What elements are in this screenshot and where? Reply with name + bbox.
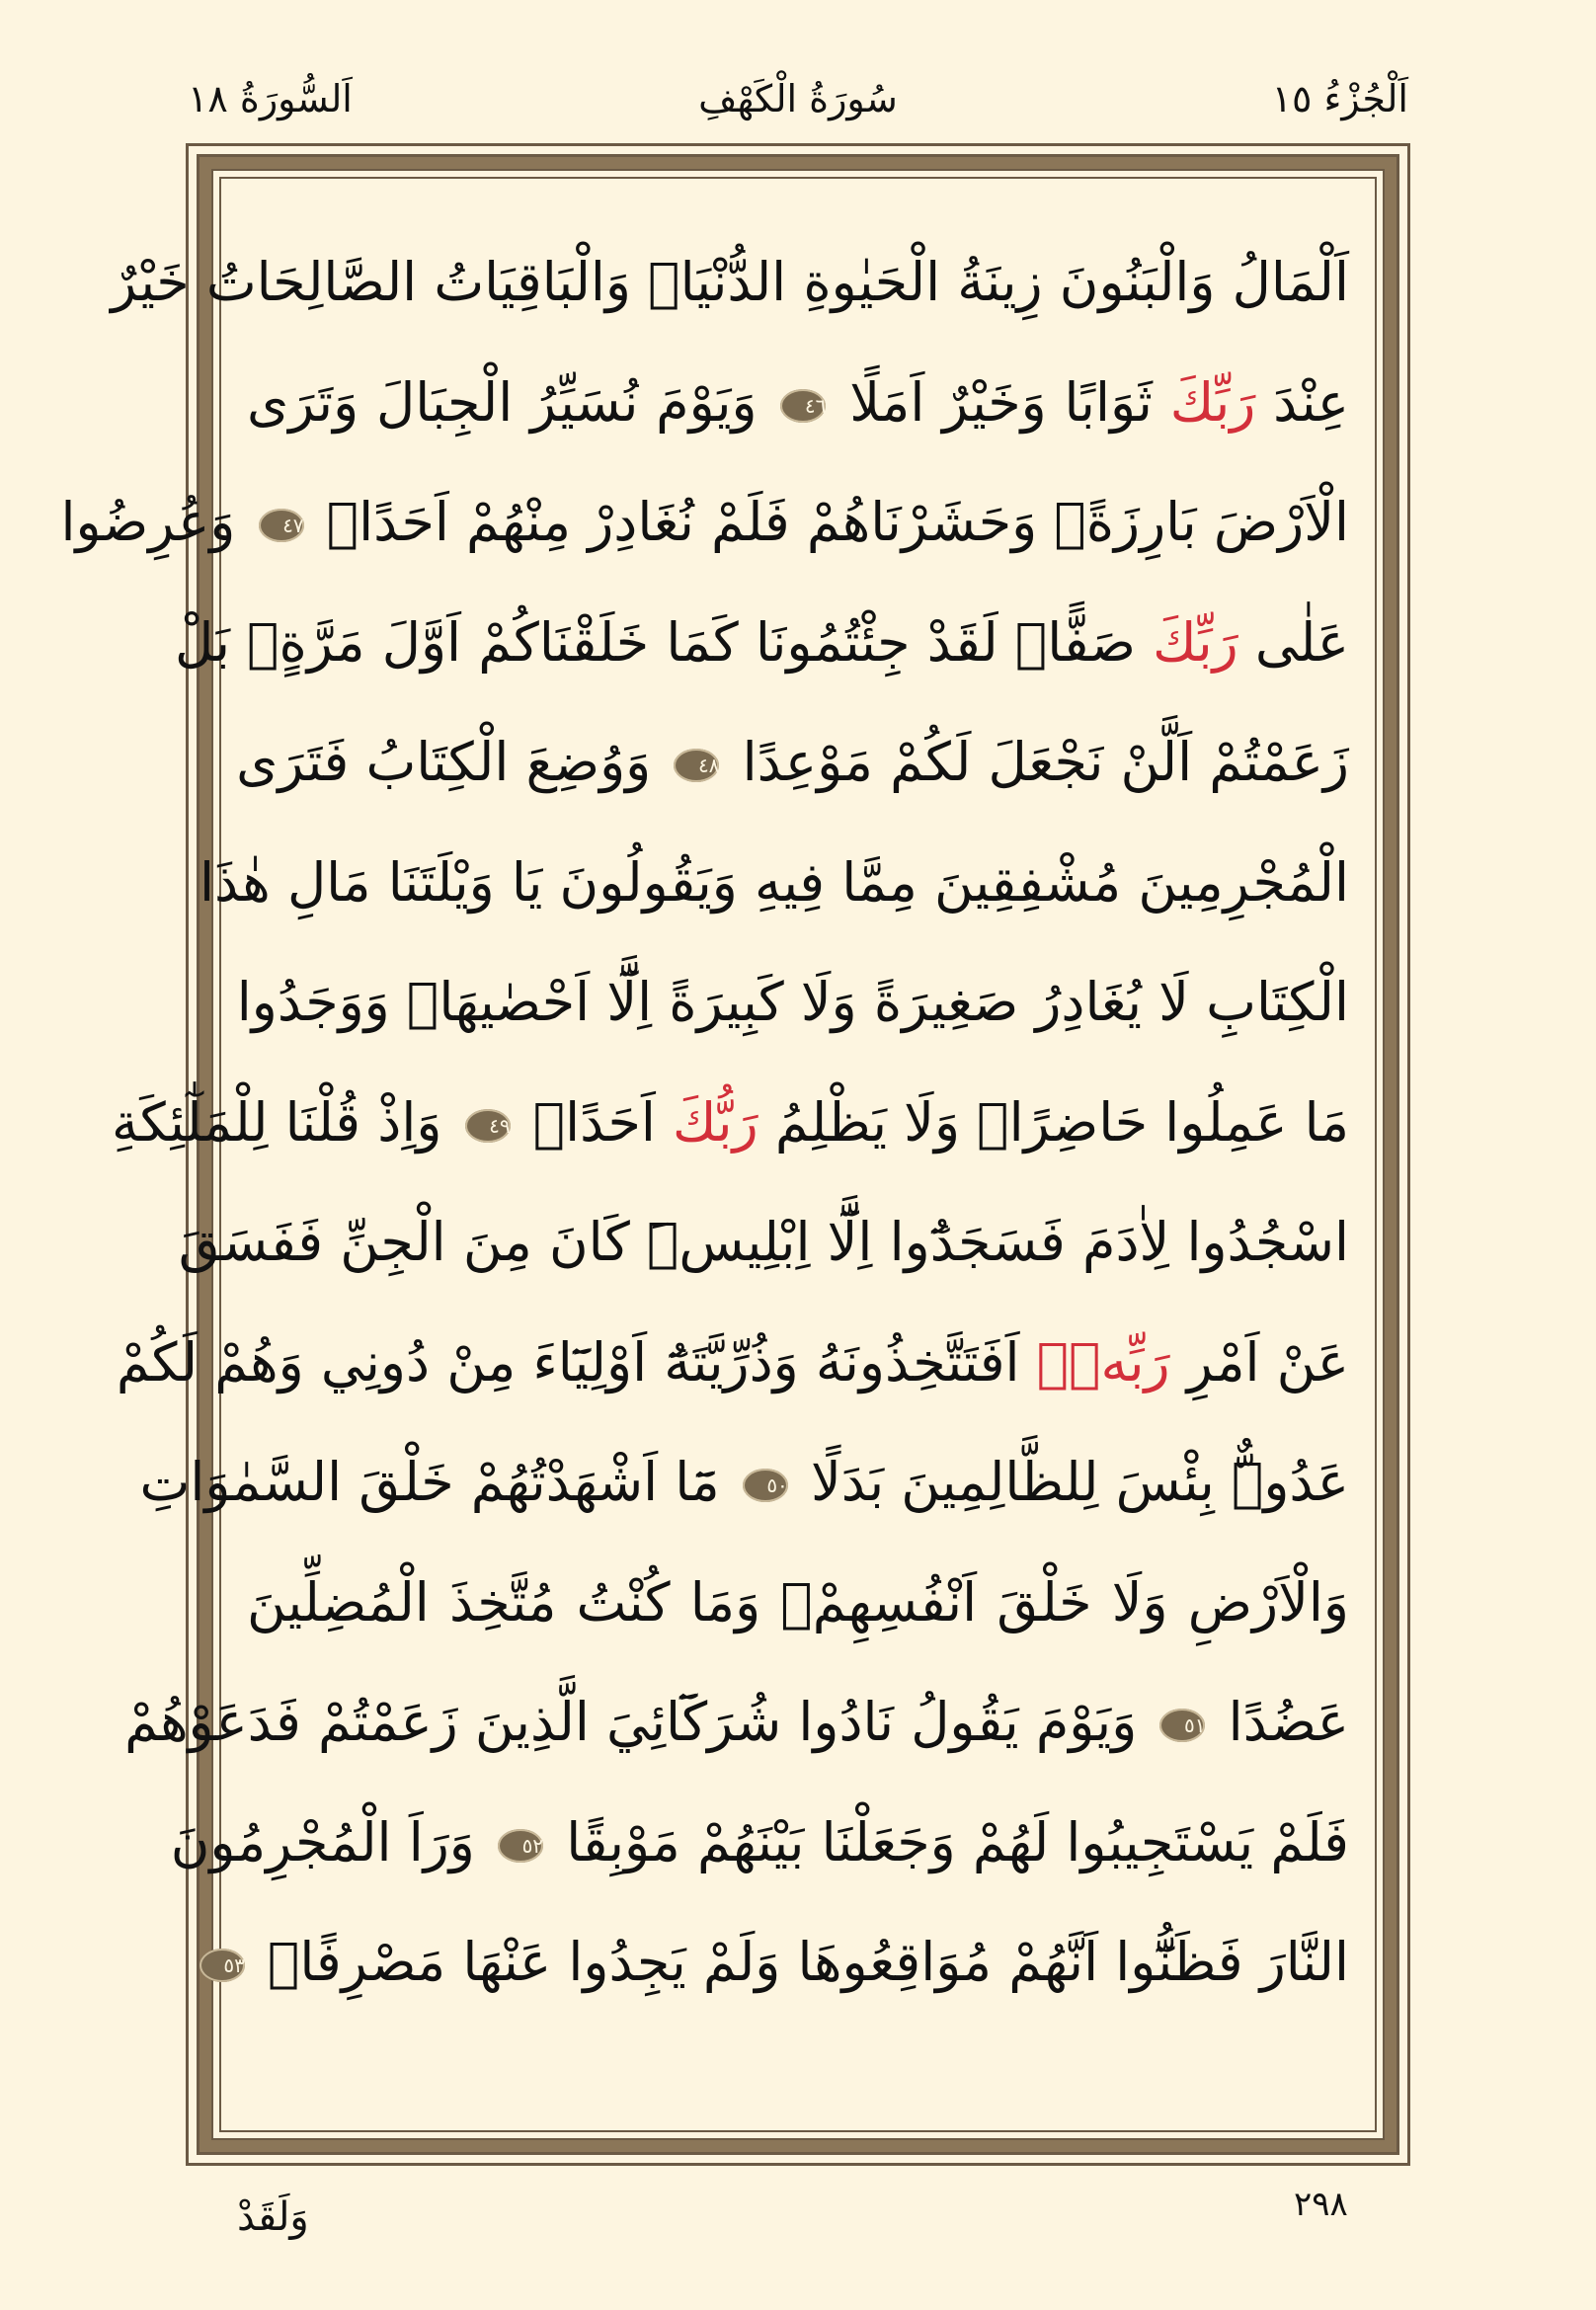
verse-text: صَفًّاۜ لَقَدْ جِئْتُمُونَا كَمَا خَلَقْنَاكُمْ اَوَّلَ مَرَّةٍۘ بَلْ: [175, 610, 1154, 674]
ayah-number-marker: ٤٧: [259, 509, 304, 542]
quran-text-block: [60, 222, 1349, 2023]
verse-line: [139, 1422, 1349, 1543]
verse-text: وَيَوْمَ نُسَيِّرُ الْجِبَالَ وَتَرَى: [247, 370, 775, 434]
verse-text: وَعُرِضُوا: [60, 491, 253, 553]
highlighted-word: رَبِّكَ: [1153, 610, 1238, 674]
ayah-number-marker: ٥٠: [743, 1469, 788, 1502]
verse-line: [124, 1662, 1349, 1783]
verse-text: عَدُوٌّۜ بِئْسَ لِلظَّالِمِينَ بَدَلًا: [793, 1451, 1349, 1513]
verse-line: [236, 702, 1349, 823]
catchword: وَلَقَدْ: [237, 2194, 309, 2240]
verse-text: اَلْمَالُ وَالْبَنُونَ زِينَةُ الْحَيٰوةِ الدُّنْيَاۚ وَالْبَاقِيَاتُ الصَّالِحَاتُ خَيْرٌ: [111, 251, 1349, 313]
verse-text: اَفَتَتَّخِذُونَهُ وَذُرِّيَّتَهُٓ اَوْلِيَٓاءَ مِنْ دُونِي وَهُمْ لَكُمْ: [116, 1330, 1037, 1394]
ayah-number-marker: ٤٨: [674, 749, 719, 782]
highlighted-word: رَبِّهٖۜ: [1036, 1330, 1170, 1394]
verse-line: [178, 1182, 1349, 1303]
page-header: [188, 69, 1408, 128]
ayah-number-marker: ٥١: [1159, 1709, 1205, 1742]
verse-text: وَيَوْمَ يَقُولُ نَادُوا شُرَكَٓائِيَ الَّذِينَ زَعَمْتُمْ فَدَعَوْهُمْ: [124, 1691, 1155, 1753]
verse-text: وَاِذْ قُلْنَا لِلْمَلٰٓئِكَةِ: [112, 1090, 459, 1154]
verse-text: ثَوَابًا وَخَيْرٌ اَمَلًا: [832, 370, 1170, 434]
verse-text: عَلٰى: [1237, 610, 1349, 674]
verse-line: [60, 462, 1349, 583]
verse-text: زَعَمْتُمْ اَلَّنْ نَجْعَلَ لَكُمْ مَوْعِدًا: [725, 731, 1349, 793]
verse-line: [199, 823, 1349, 943]
verse-text: عَنْ اَمْرِ: [1169, 1330, 1349, 1394]
verse-line: [247, 343, 1349, 463]
verse-line: [223, 1902, 1349, 2023]
ayah-number-marker: ٥٣: [200, 1949, 245, 1982]
verse-text: الْاَرْضَ بَارِزَةًۙ وَحَشَرْنَاهُمْ فَلَمْ نُغَادِرْ مِنْهُمْ اَحَدًاۚ: [309, 491, 1349, 553]
verse-text: وَرَاَ الْمُجْرِمُونَ: [170, 1810, 493, 1873]
verse-text: الْكِتَابِ لَا يُغَادِرُ صَغِيرَةً وَلَا كَبِيرَةً اِلَّٓا اَحْصٰيهَاۚ وَوَجَدُوا: [236, 971, 1349, 1033]
verse-text: وَوُضِعَ الْكِتَابُ فَتَرَى: [236, 731, 669, 793]
verse-text: اسْجُدُوا لِاٰدَمَ فَسَجَدُٓوا اِلَّٓا اِبْلِيسَۜ كَانَ مِنَ الْجِنِّ فَفَسَقَ: [178, 1211, 1349, 1273]
verse-text: النَّارَ فَظَنُّٓوا اَنَّهُمْ مُوَاقِعُوهَا وَلَمْ يَجِدُوا عَنْهَا مَصْرِفًاࣖ: [250, 1931, 1349, 1993]
ayah-number-marker: ٥٢: [498, 1829, 543, 1863]
verse-line: [112, 1063, 1349, 1183]
verse-line: [170, 1783, 1349, 1903]
verse-line: [175, 583, 1349, 703]
surah-number-label: اَلسُّورَةُ ١٨: [188, 77, 353, 120]
verse-line: [247, 1543, 1349, 1663]
ayah-number-marker: ٤٩: [465, 1109, 511, 1143]
highlighted-word: رَبُّكَ: [673, 1090, 758, 1154]
verse-text: مَا عَمِلُوا حَاضِرًاۜ وَلَا يَظْلِمُ: [758, 1090, 1349, 1154]
verse-text: مَٓا اَشْهَدْتُهُمْ خَلْقَ السَّمٰوَاتِ: [139, 1451, 737, 1513]
verse-text: اَحَدًاࣖ: [516, 1090, 674, 1154]
juz-label: اَلْجُزْءُ ١٥: [1271, 77, 1408, 120]
verse-text: الْمُجْرِمِينَ مُشْفِقِينَ مِمَّا فِيهِ وَيَقُولُونَ يَا وَيْلَتَنَا مَالِ هٰذَا: [199, 850, 1349, 914]
highlighted-word: رَبِّكَ: [1169, 370, 1256, 434]
verse-text: وَالْاَرْضِ وَلَا خَلْقَ اَنْفُسِهِمْۖ وَمَا كُنْتُ مُتَّخِذَ الْمُضِلِّينَ: [247, 1570, 1349, 1633]
verse-text: عِنْدَ: [1255, 370, 1349, 434]
verse-line: [116, 1303, 1349, 1423]
ayah-number-marker: ٤٦: [780, 389, 826, 423]
surah-title: سُورَةُ الْكَهْفِ: [698, 77, 898, 120]
verse-line: [236, 942, 1349, 1063]
verse-text: عَضُدًا: [1211, 1691, 1349, 1753]
verse-line: [111, 222, 1349, 343]
page-number: ٢٩٨: [1294, 2185, 1348, 2224]
verse-text: فَلَمْ يَسْتَجِيبُوا لَهُمْ وَجَعَلْنَا بَيْنَهُمْ مَوْبِقًا: [549, 1810, 1349, 1873]
